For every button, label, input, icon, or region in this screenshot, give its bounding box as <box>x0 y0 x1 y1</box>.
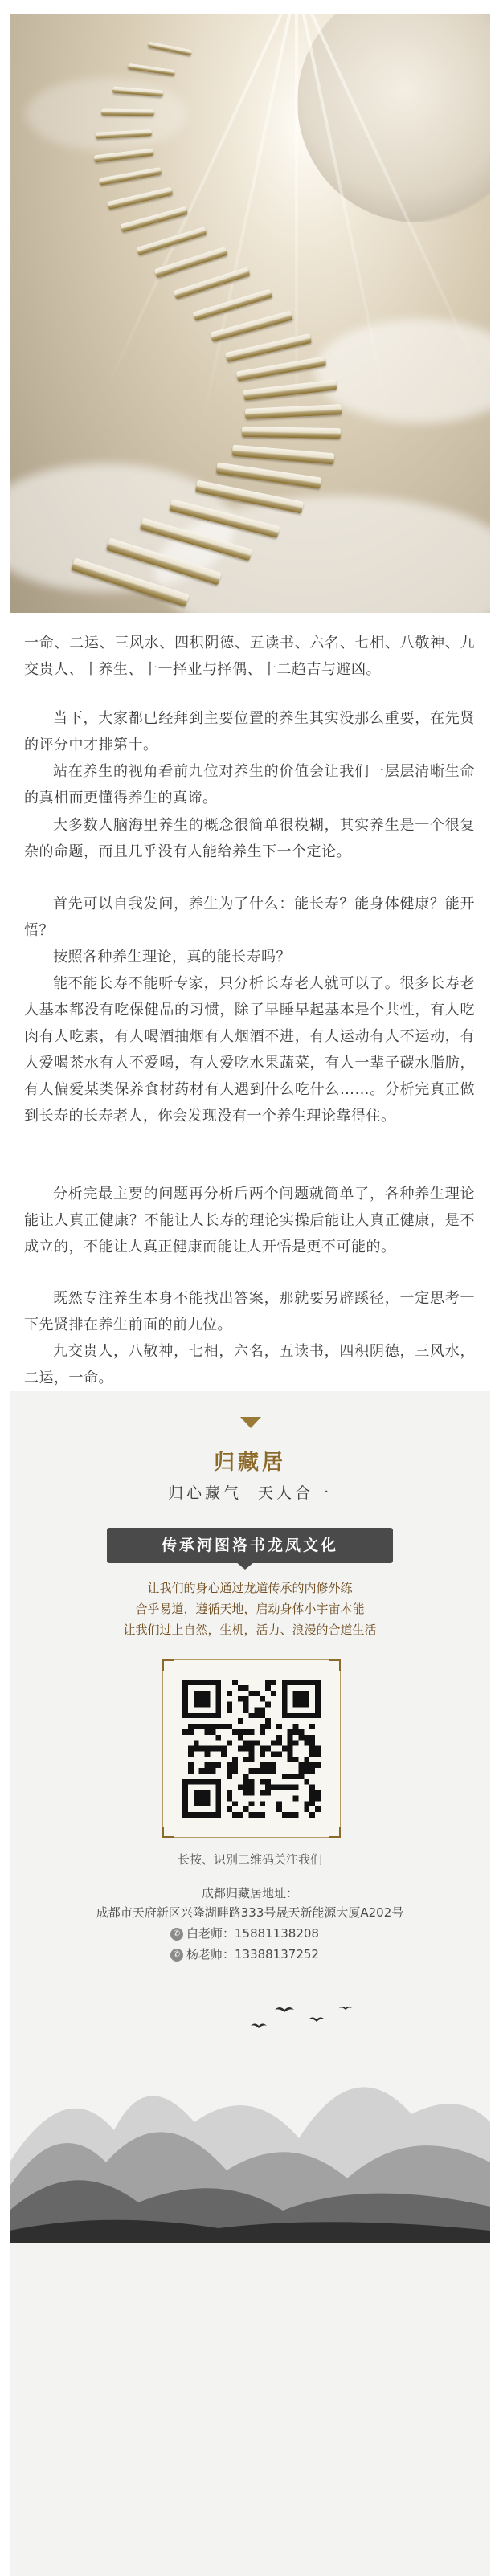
banner-pointer <box>235 1562 255 1570</box>
hero-image-stairway <box>10 14 490 613</box>
stair-step <box>236 356 326 382</box>
article-paragraph: 一命、二运、三风水、四积阴德、五读书、六名、七相、八敬神、九交贵人、十养生、十一择业与择偶、十二趋吉与避凶。 <box>24 635 475 678</box>
stair-step <box>243 380 337 401</box>
stair-step <box>231 444 334 464</box>
ink-landscape-illustration <box>10 1978 490 2243</box>
stair-step <box>174 267 250 300</box>
qr-caption: 长按、识别二维码关注我们 <box>177 1852 322 1867</box>
brand-tagline: 归心藏气 天人合一 <box>167 1484 333 1502</box>
stair-step <box>128 63 175 76</box>
triangle-ornament-icon <box>240 1417 261 1428</box>
qr-code-icon[interactable] <box>182 1680 321 1818</box>
stair-step <box>242 427 342 439</box>
address-text: 成都市天府新区兴隆湖畔路333号晟天新能源大厦A202号 <box>96 1905 404 1920</box>
stair-step <box>148 42 192 56</box>
stair-step <box>107 187 173 210</box>
contact-bai <box>170 1925 319 1941</box>
stair-step <box>216 462 322 488</box>
stair-step <box>98 168 161 186</box>
stair-step <box>225 333 312 362</box>
article-paragraph: 大多数人脑海里养生的概念很简单很模糊，其实养生是一个很复杂的命题，而且几乎没有人能给养生下一个定论。 <box>24 817 475 860</box>
stair-step <box>192 288 272 320</box>
article-paragraph: 既然专注养生本身不能找出答案，那就要另辟蹊径，一定思考一下先贤排在养生前面的前九位。 <box>24 1290 475 1333</box>
brand-name: 归藏居 <box>213 1451 286 1475</box>
stair-step <box>101 109 154 116</box>
phone-icon: ✆ <box>170 1949 183 1962</box>
footer-card <box>10 1391 490 2576</box>
contact-text: 杨老师：13388137252 <box>186 1947 319 1962</box>
contact-yang <box>170 1945 319 1962</box>
article-paragraph: 能不能长寿不能听专家，只分析长寿老人就可以了。很多长寿老人基本都没有吃保健品的习惯，除了早睡早起基本是个共性，有人吃肉有人吃素，有人喝酒抽烟有人烟酒不进，有人运动有人不运动，有人爱喝茶水有人不爱喝，有人爱吃水果蔬菜，有人一辈子碳水脂肪，有人偏爱某类保养食材药材有人遇到什么吃什么……。分析完真正做到长寿的长寿老人，你会发现没有一个养生理论靠得住。 <box>24 975 475 1125</box>
article-paragraph: 首先可以自我发问，养生为了什么：能长寿？能身体健康？能开悟？ <box>24 896 475 939</box>
flying-birds-icon <box>251 2007 352 2028</box>
article-paragraph: 当下，大家都已经拜到主要位置的养生其实没那么重要，在先贤的评分中才排第十。 <box>24 710 475 753</box>
slogan-line: 让我们过上自然，生机，活力、浪漫的合道生活 <box>123 1623 377 1637</box>
article-paragraph: 九交贵人，八敬神，七相，六名，五读书，四积阴德，三风水，二运，一命。 <box>24 1343 475 1386</box>
stair-step <box>245 404 342 419</box>
article-paragraph: 分析完最主要的问题再分析后两个问题就简单了，各种养生理论能让人真正健康？不能让人长寿的理论实操后能让人真正健康，是不成立的，不能让人真正健康而能让人开悟是更不可能的。 <box>24 1186 475 1255</box>
article-paragraph: 站在养生的视角看前九位对养生的价值会让我们一层层清晰生命的真相而更懂得养生的真谛。 <box>24 763 475 806</box>
culture-banner: 传承河图洛书龙凤文化 <box>107 1528 393 1563</box>
qr-code-frame <box>162 1659 341 1838</box>
contact-text: 白老师：15881138208 <box>186 1926 319 1941</box>
stair-step <box>94 149 154 163</box>
phone-icon: ✆ <box>170 1928 183 1941</box>
slogan-line: 让我们的身心通过龙道传承的内修外练 <box>147 1581 353 1595</box>
article-paragraph: 按照各种养生理论，真的能长寿吗？ <box>53 949 291 965</box>
stair-step <box>120 206 188 232</box>
address-title: 成都归藏居地址： <box>201 1886 298 1900</box>
slogan-line: 合乎易道，遵循天地，启动身体小宇宙本能 <box>135 1602 365 1616</box>
